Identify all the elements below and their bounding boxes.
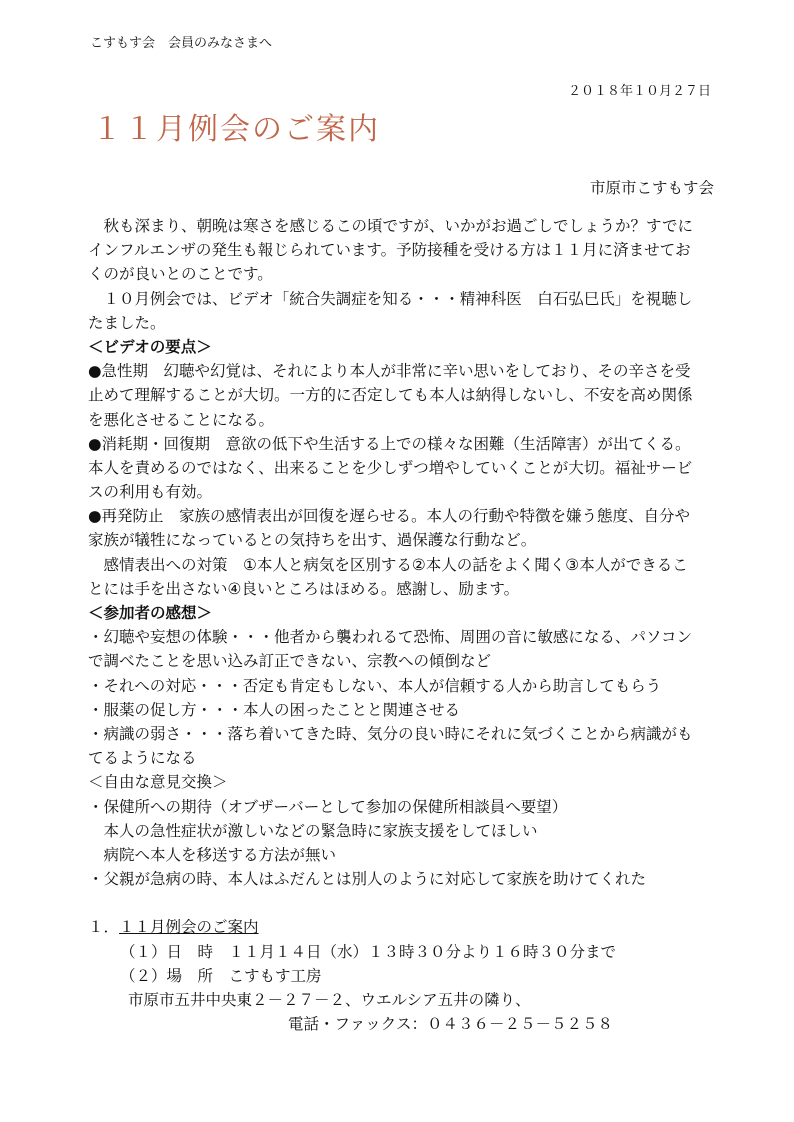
- intro-line: くのが良いとのことです。: [88, 265, 273, 284]
- participant-comment-line: ・それへの対応・・・否定も肯定もしない、本人が信頼する人から助言してもらう: [88, 676, 662, 695]
- meeting-datetime: （１）日 時 １１月１４日（水）１３時３０分より１６時３０分まで: [120, 942, 617, 961]
- participant-comment-line: ・病識の弱さ・・・落ち着いてきた時、気分の良い時にそれに気づくことから病識がも: [88, 724, 693, 743]
- meeting-phone: 電話・ファックス：０４３６－２５－５２５８: [288, 1015, 614, 1034]
- participants-section-heading: ＜参加者の感想＞: [88, 604, 213, 622]
- exchange-line: ・保健所への期待（オブザーバーとして参加の保健所相談員へ要望）: [88, 797, 568, 816]
- exchange-line: ・父親が急病の時、本人はふだんとは別人のように対応して家族を助けてくれた: [88, 870, 647, 889]
- exchange-line: 本人の急性症状が激しいなどの緊急時に家族支援をしてほしい: [88, 821, 538, 840]
- intro-line: インフルエンザの発生も報じられています。予防接種を受ける方は１１月に済ませてお: [88, 241, 691, 260]
- meeting-place: （２）場 所 こすもす工房: [120, 966, 322, 985]
- exchange-line: 病院へ本人を移送する方法が無い: [88, 845, 337, 864]
- video-point-line: 感情表出への対策 ①本人と病気を区別する②本人の話をよく聞く③本人ができるこ: [88, 555, 688, 574]
- document-date: ２０１８年１０月２７日: [568, 84, 712, 99]
- participant-comment-line: てるようになる: [88, 749, 197, 768]
- intro-line: たました。: [88, 313, 166, 332]
- meeting-address: 市原市五井中央東２－２７－２、ウエルシア五井の隣り、: [128, 991, 531, 1009]
- blank-line: [88, 891, 728, 915]
- video-point-line: 本人を責めるのではなく、出来ることを少しずつ増やしていくことが大切。福祉サービ: [88, 458, 693, 477]
- participant-comment-line: ・幻聴や妄想の体験・・・他者から襲われるて恐怖、周囲の音に敏感になる、パソコン: [88, 628, 693, 647]
- video-point-line: ●再発防止 家族の感情表出が回復を遅らせる。本人の行動や特徴を嫌う態度、自分や: [88, 507, 691, 526]
- video-point-line: スの利用も有効。: [88, 483, 213, 502]
- meeting-number: １．: [88, 918, 120, 937]
- video-point-line: とには手を出さない④良いところはほめる。感謝し、励ます。: [88, 579, 520, 598]
- exchange-section-heading: ＜自由な意見交換＞: [88, 773, 228, 792]
- video-section-heading: ＜ビデオの要点＞: [88, 337, 212, 356]
- page-title: １１月例会のご案内: [92, 112, 380, 147]
- organization-name: 市原市こすもす会: [590, 179, 715, 197]
- participant-comment-line: ・服薬の促し方・・・本人の困ったことと関連させる: [88, 700, 461, 719]
- video-point-line: ●消耗期・回復期 意欲の低下や生活する上での様々な困難（生活障害）が出てくる。: [88, 434, 691, 453]
- video-point-line: ●急性期 幻聴や幻覚は、それにより本人が非常に辛い思いをしており、その辛さを受: [88, 362, 691, 381]
- participant-comment-line: で調べたことを思い込み訂正できない、宗教への傾倒など: [88, 652, 492, 671]
- letter-body: [88, 214, 728, 1036]
- meeting-heading-text: １１月例会のご案内: [119, 918, 259, 937]
- intro-line: １０月例会では、ビデオ「統合失調症を知る・・・精神科医 白石弘巳氏」を視聴し: [88, 289, 693, 308]
- intro-line: 秋も深まり、朝晩は寒さを感じるこの頃ですが、いかがお過ごしでしょうか？すでに: [88, 217, 693, 235]
- meeting-heading: [88, 915, 728, 939]
- video-point-line: 止めて理解することが大切。一方的に否定しても本人は納得しないし、不安を高め関係: [88, 386, 693, 405]
- video-point-line: を悪化させることになる。: [88, 410, 275, 429]
- video-point-line: 家族が犠牲になっているとの気持ちを出す、過保護な行動など。: [88, 531, 537, 550]
- addressee: こすもす会 会員のみなさまへ: [90, 36, 273, 51]
